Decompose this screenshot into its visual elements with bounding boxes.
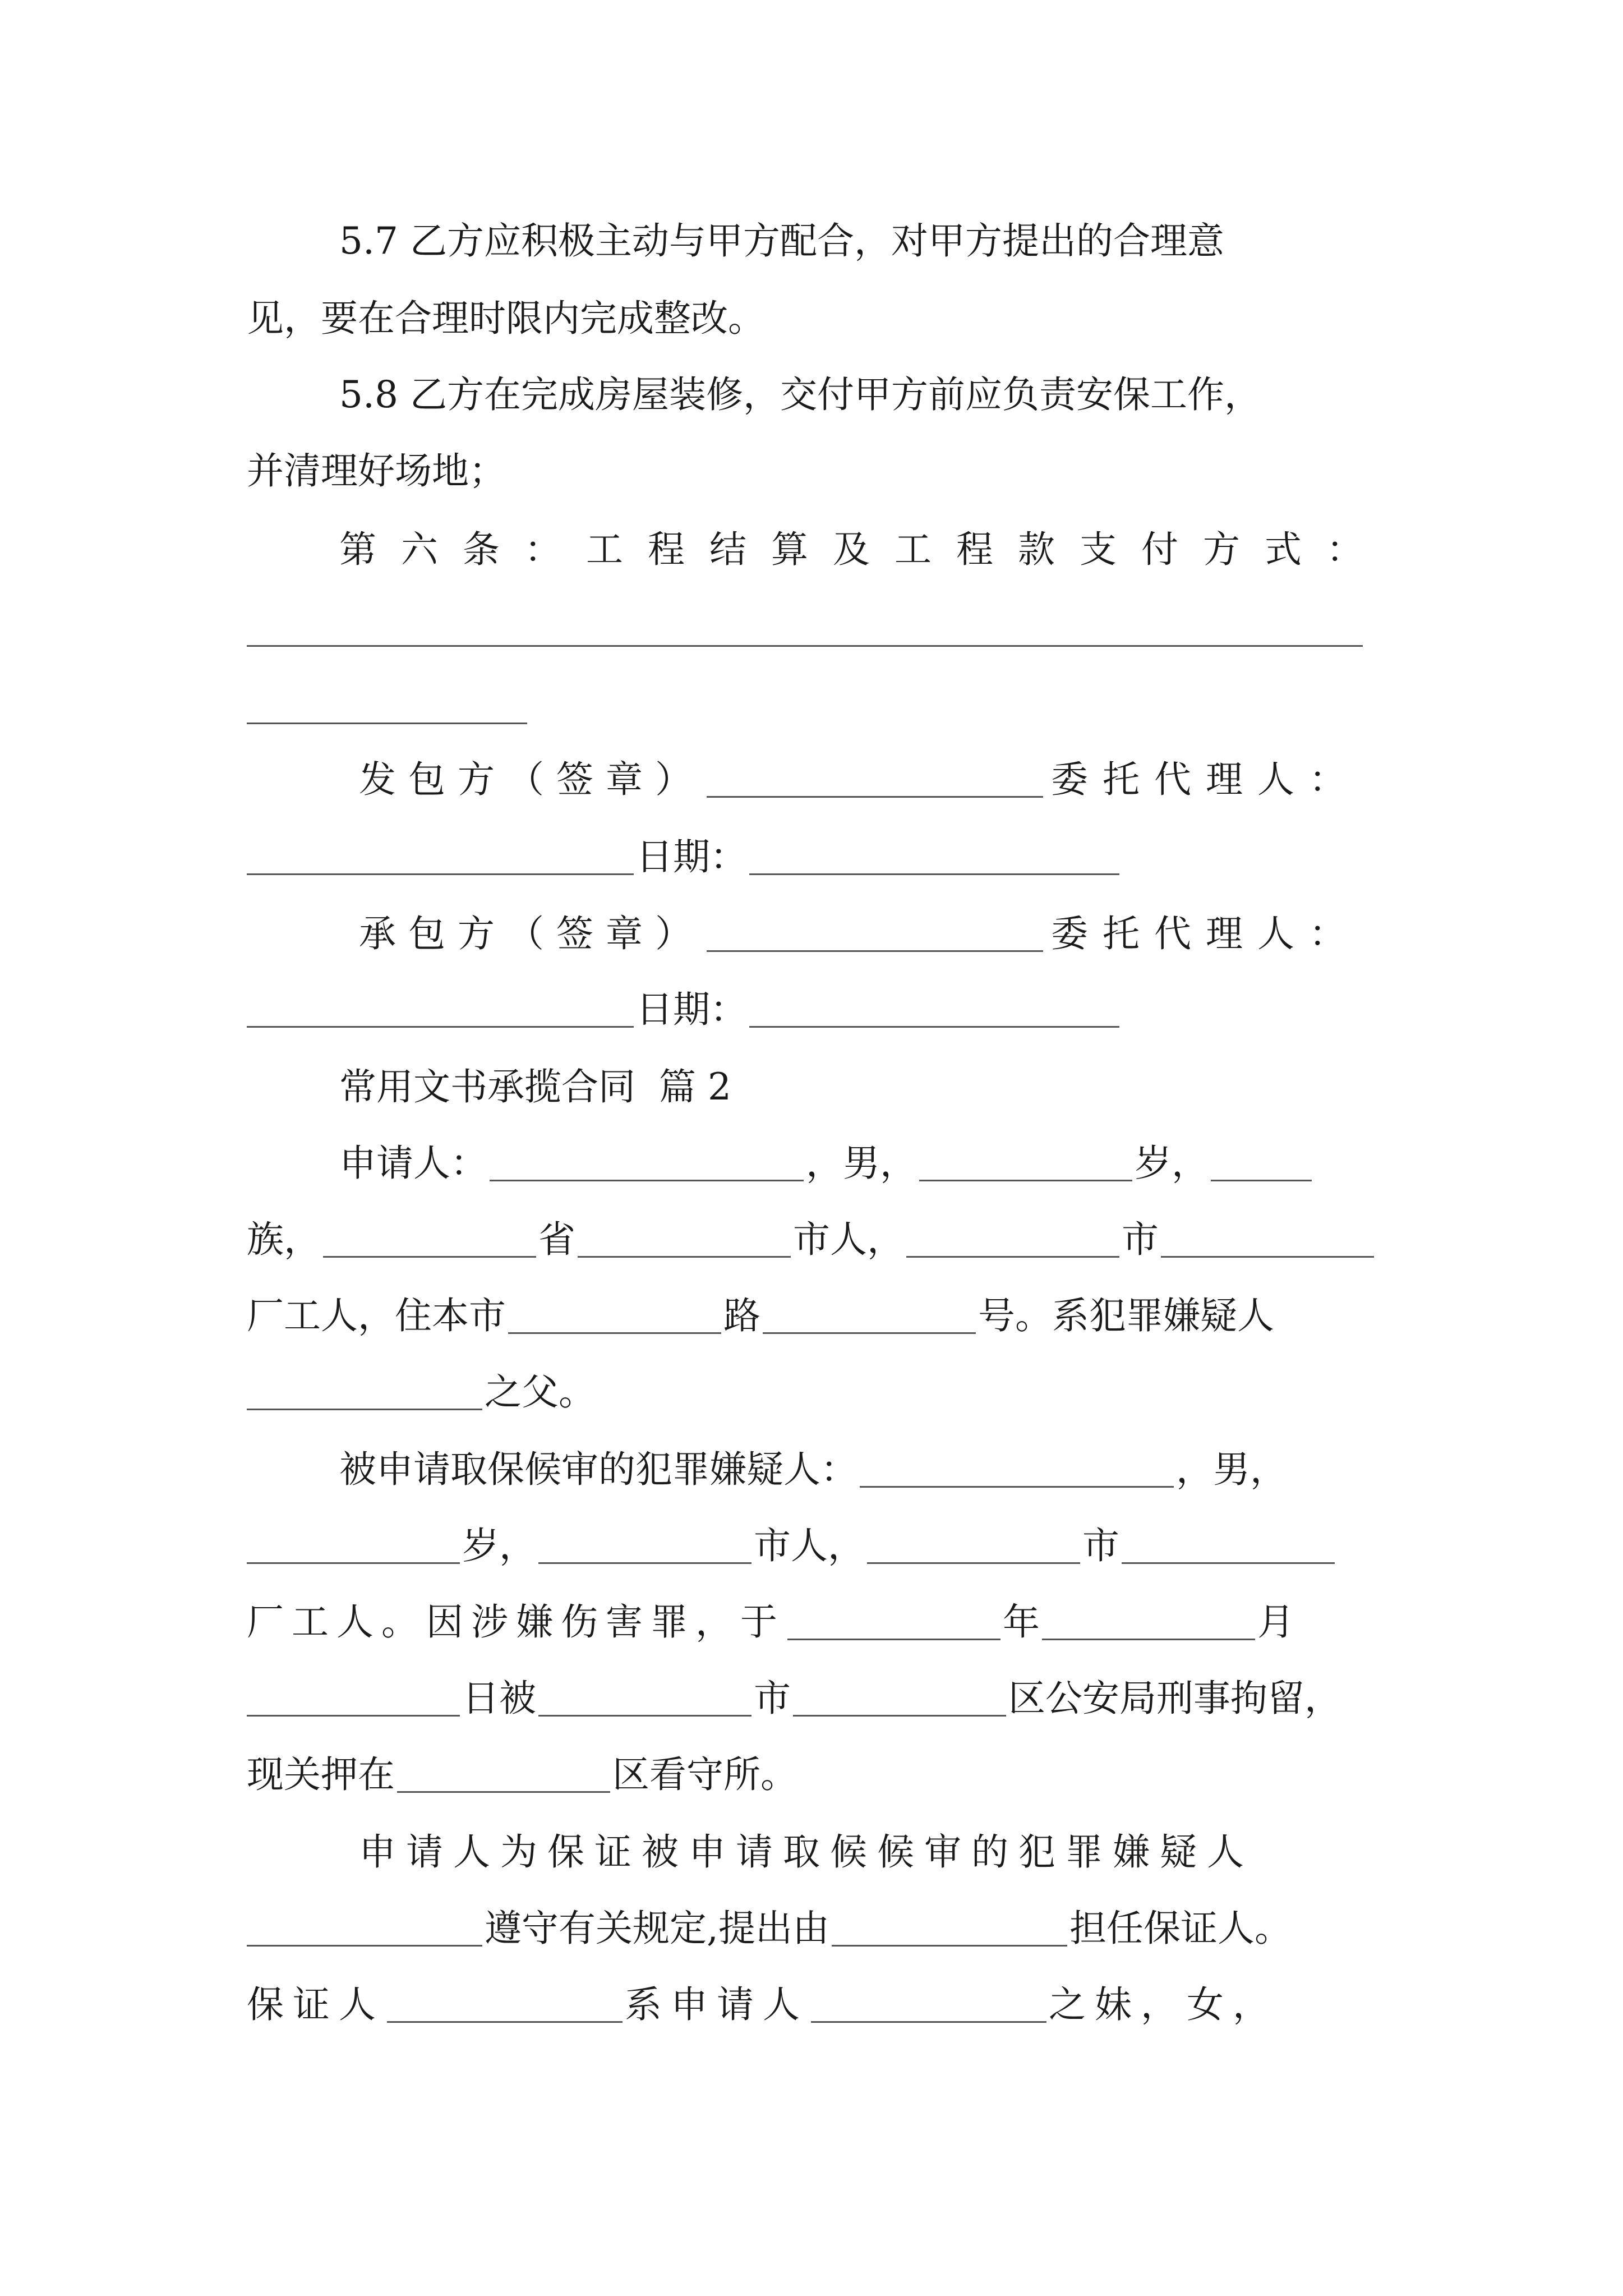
suspect-detained: 现关押在 bbox=[247, 1753, 395, 1796]
guarantee-suspect-blank bbox=[247, 1911, 482, 1947]
suspect-factory-blank bbox=[1122, 1529, 1335, 1564]
suspect-line4 bbox=[247, 1676, 1391, 1721]
suspect-month-blank bbox=[1042, 1605, 1255, 1640]
applicant-age: 岁， bbox=[1135, 1142, 1209, 1185]
blank-rule-long bbox=[247, 645, 1363, 647]
applicant-city-person: 市人， bbox=[793, 1218, 904, 1261]
suspect-label: 被申请取保候审的犯罪嫌疑人： bbox=[339, 1448, 857, 1491]
guarantee-person-blank bbox=[832, 1911, 1067, 1947]
contractee-signature-blank bbox=[707, 917, 1043, 952]
applicant-road-blank bbox=[508, 1299, 721, 1334]
suspect-city2-blank bbox=[538, 1681, 751, 1717]
suspect-city-blank bbox=[538, 1529, 751, 1564]
contractor-date-blank bbox=[749, 840, 1119, 875]
suspect-city: 市 bbox=[1082, 1524, 1119, 1567]
clause-5-7-line1 bbox=[339, 219, 1391, 264]
suspect-line3 bbox=[247, 1600, 1391, 1645]
applicant-line1 bbox=[339, 1141, 1391, 1186]
suspect-jail: 区看守所。 bbox=[612, 1753, 797, 1796]
applicant-province: 省 bbox=[538, 1218, 575, 1261]
contractor-date-line bbox=[247, 835, 1391, 880]
guarantee-text: 申请人为保证被申请取候候审的犯罪嫌疑人 bbox=[359, 1830, 1254, 1874]
guarantor-is-applicant: 系申请人 bbox=[625, 1983, 809, 2026]
contractor-agent-blank bbox=[247, 840, 634, 875]
applicant-label: 申请人： bbox=[339, 1142, 487, 1185]
applicant-number-blank bbox=[763, 1299, 976, 1334]
guarantee-as-guarantor: 担任保证人。 bbox=[1069, 1907, 1292, 1950]
suspect-day-by: 日被 bbox=[462, 1677, 536, 1720]
guarantor-label: 保证人 bbox=[247, 1983, 385, 2026]
suspect-month: 月 bbox=[1257, 1600, 1294, 1644]
guarantor-sister: 之妹，女， bbox=[1049, 1983, 1279, 2026]
suspect-work-city-blank bbox=[867, 1529, 1080, 1564]
contractor-signature-blank bbox=[707, 762, 1043, 798]
contractee-date-line bbox=[247, 987, 1391, 1032]
applicant-number-suspect: 号。系犯罪嫌疑人 bbox=[978, 1294, 1274, 1337]
suspect-male: ，男， bbox=[1176, 1448, 1287, 1491]
suspect-year-blank bbox=[787, 1605, 1000, 1640]
guarantee-line2 bbox=[247, 1906, 1391, 1951]
section-2-title-text: 常用文书承揽合同 篇 2 bbox=[339, 1065, 731, 1108]
applicant-name-blank bbox=[490, 1146, 804, 1181]
suspect-factory-worker: 厂工人。因涉嫌伤害罪，于 bbox=[247, 1600, 785, 1644]
contractor-label: 发包方（签章） bbox=[359, 758, 704, 801]
applicant-line2 bbox=[247, 1217, 1391, 1262]
contractee-sign-line bbox=[359, 912, 1391, 956]
suspect-age-blank bbox=[247, 1529, 460, 1564]
suspect-line5 bbox=[247, 1752, 1391, 1797]
applicant-line3 bbox=[247, 1294, 1391, 1338]
applicant-city-blank bbox=[578, 1222, 791, 1258]
clause-5-7-text: 5.7 乙方应积极主动与甲方配合，对甲方提出的合理意 bbox=[339, 219, 1224, 263]
applicant-nation-blank bbox=[1211, 1146, 1312, 1181]
applicant-factory-blank bbox=[1161, 1222, 1374, 1258]
suspect-age: 岁， bbox=[462, 1524, 536, 1567]
guarantee-line3 bbox=[247, 1982, 1391, 2027]
suspect-line2 bbox=[247, 1524, 1391, 1568]
applicant-age-blank bbox=[919, 1146, 1132, 1181]
contractor-sign-line bbox=[359, 757, 1391, 802]
clause-5-8-line1 bbox=[339, 372, 1391, 417]
suspect-district-blank bbox=[793, 1681, 1006, 1717]
clause-5-8-text: 5.8 乙方在完成房屋装修，交付甲方前应负责安保工作， bbox=[339, 373, 1261, 416]
contractee-date-label: 日期： bbox=[636, 988, 747, 1031]
article-6-text: 第六条：工程结算及工程款支付方式： bbox=[339, 528, 1388, 571]
applicant-father: 之父。 bbox=[485, 1370, 596, 1414]
contractee-date-blank bbox=[749, 992, 1119, 1028]
contractee-agent-blank bbox=[247, 992, 634, 1028]
clause-5-8-line2 bbox=[247, 449, 1391, 494]
contractee-agent-label: 委托代理人： bbox=[1051, 912, 1361, 955]
clause-5-7-text-cont: 见，要在合理时限内完成整改。 bbox=[247, 297, 765, 340]
guarantor-applicant-blank bbox=[811, 1987, 1046, 2023]
contractee-label: 承包方（签章） bbox=[359, 912, 704, 955]
guarantee-obey: 遵守有关规定,提出由 bbox=[485, 1907, 829, 1950]
applicant-city: 市 bbox=[1122, 1218, 1159, 1261]
section-2-title bbox=[339, 1065, 1391, 1110]
applicant-male: ，男， bbox=[806, 1142, 917, 1185]
article-6-heading bbox=[339, 527, 1391, 572]
suspect-year: 年 bbox=[1003, 1600, 1040, 1644]
applicant-road: 路 bbox=[723, 1294, 760, 1337]
suspect-line1 bbox=[339, 1447, 1391, 1492]
suspect-jail-blank bbox=[397, 1757, 610, 1793]
clause-5-8-text-cont: 并清理好场地； bbox=[247, 449, 506, 493]
applicant-province-blank bbox=[323, 1222, 536, 1258]
guarantor-name-blank bbox=[387, 1987, 623, 2023]
suspect-name-blank bbox=[860, 1452, 1174, 1488]
suspect-bureau: 区公安局刑事拘留， bbox=[1008, 1677, 1341, 1720]
applicant-work-city-blank bbox=[906, 1222, 1119, 1258]
suspect-city-person: 市人， bbox=[754, 1524, 865, 1567]
guarantee-line1 bbox=[359, 1830, 1391, 1875]
suspect-city2: 市 bbox=[754, 1677, 791, 1720]
clause-5-7-line2 bbox=[247, 296, 1391, 341]
applicant-suspect-blank bbox=[247, 1375, 482, 1410]
contractor-agent-label: 委托代理人： bbox=[1051, 758, 1361, 801]
applicant-line4 bbox=[247, 1370, 1391, 1415]
applicant-nation: 族， bbox=[247, 1218, 321, 1261]
contractor-date-label: 日期： bbox=[636, 835, 747, 878]
suspect-day-blank bbox=[247, 1681, 460, 1717]
applicant-factory-worker: 厂工人，住本市 bbox=[247, 1294, 506, 1337]
blank-rule-short bbox=[247, 723, 527, 724]
